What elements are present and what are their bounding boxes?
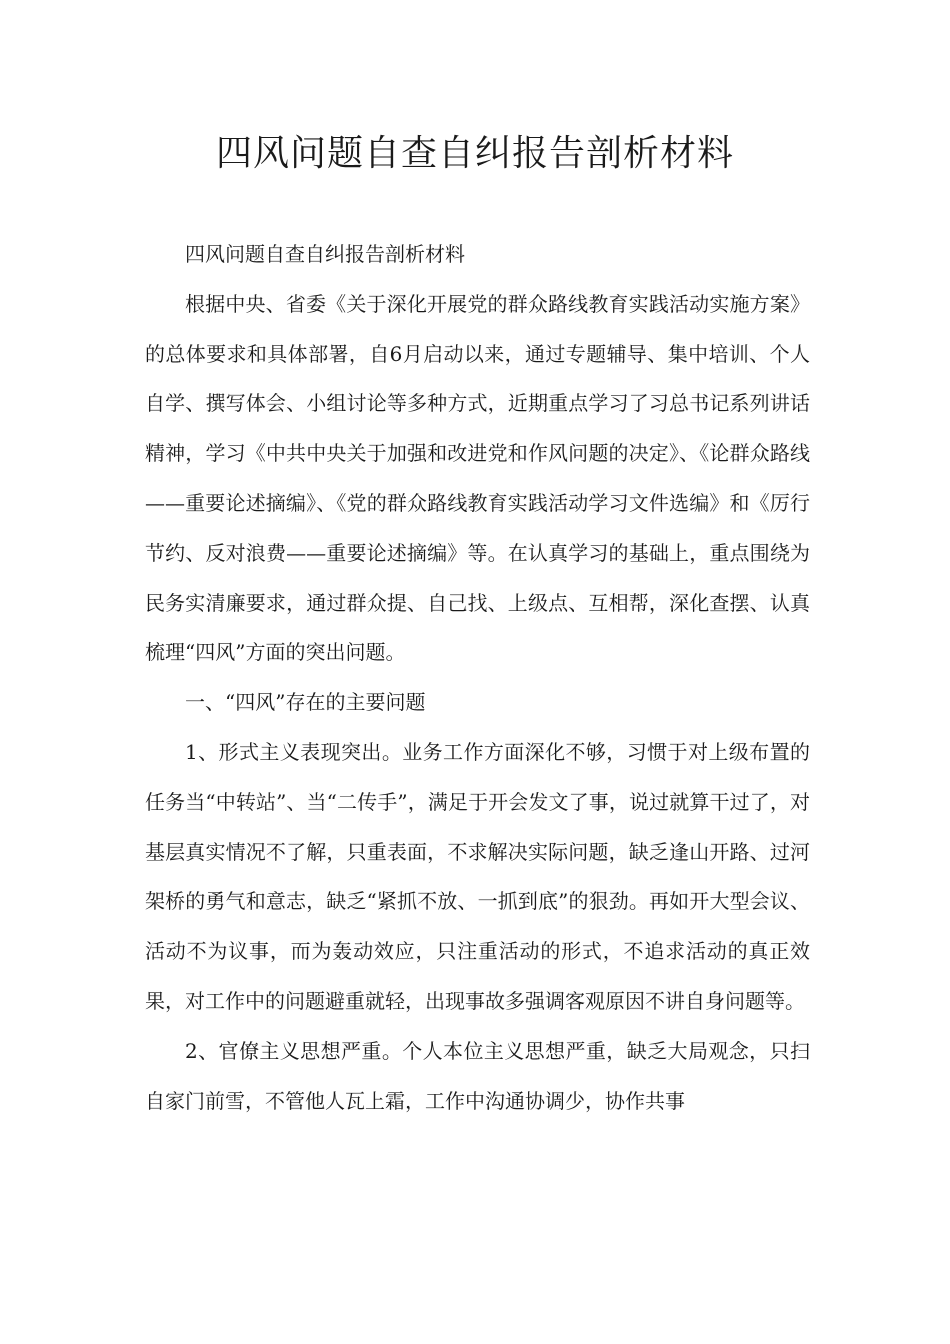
- paragraph-item-2: 2、官僚主义思想严重。个人本位主义思想严重，缺乏大局观念，只扫自家门前雪，不管他人瓦上霜，工作中沟通协调少，协作共事: [145, 1038, 810, 1113]
- paragraph-intro: 根据中央、省委《关于深化开展党的群众路线教育实践活动实施方案》的总体要求和具体部署，自6月启动以来，通过专题辅导、集中培训、个人自学、撰写体会、小组讨论等多种方式，近期重点学习了习总书记系列讲话精神，学习《中共中央关于加强和改进党和作风问题的决定》、《论群众路线——重要论述摘编》、《党的群众路线教育实践活动学习文件选编》和《厉行节约、反对浪费——重要论述摘编》等。在认真学习的基础上，重点围绕为民务实清廉要求，通过群众提、自己找、上级点、互相帮，深化查摆、认真梳理“四风”方面的突出问题。: [145, 291, 810, 665]
- paragraph-item-1: 1、形式主义表现突出。业务工作方面深化不够，习惯于对上级布置的任务当“中转站”、当“二传手”，满足于开会发文了事，说过就算干过了，对基层真实情况不了解，只重表面，不求解决实际问题，缺乏逢山开路、过河架桥的勇气和意志，缺乏“紧抓不放、一抓到底”的狠劲。再如开大型会议、活动不为议事，而为轰动效应，只注重活动的形式，不追求活动的真正效果，对工作中的问题避重就轻，出现事故多强调客观原因不讲自身问题等。: [145, 739, 810, 1013]
- section-heading: 一、“四风”存在的主要问题: [185, 690, 426, 715]
- document-title: 四风问题自查自纠报告剖析材料: [215, 133, 734, 174]
- document-body: [145, 230, 810, 1126]
- paragraph-subtitle: 四风问题自查自纠报告剖析材料: [185, 242, 465, 266]
